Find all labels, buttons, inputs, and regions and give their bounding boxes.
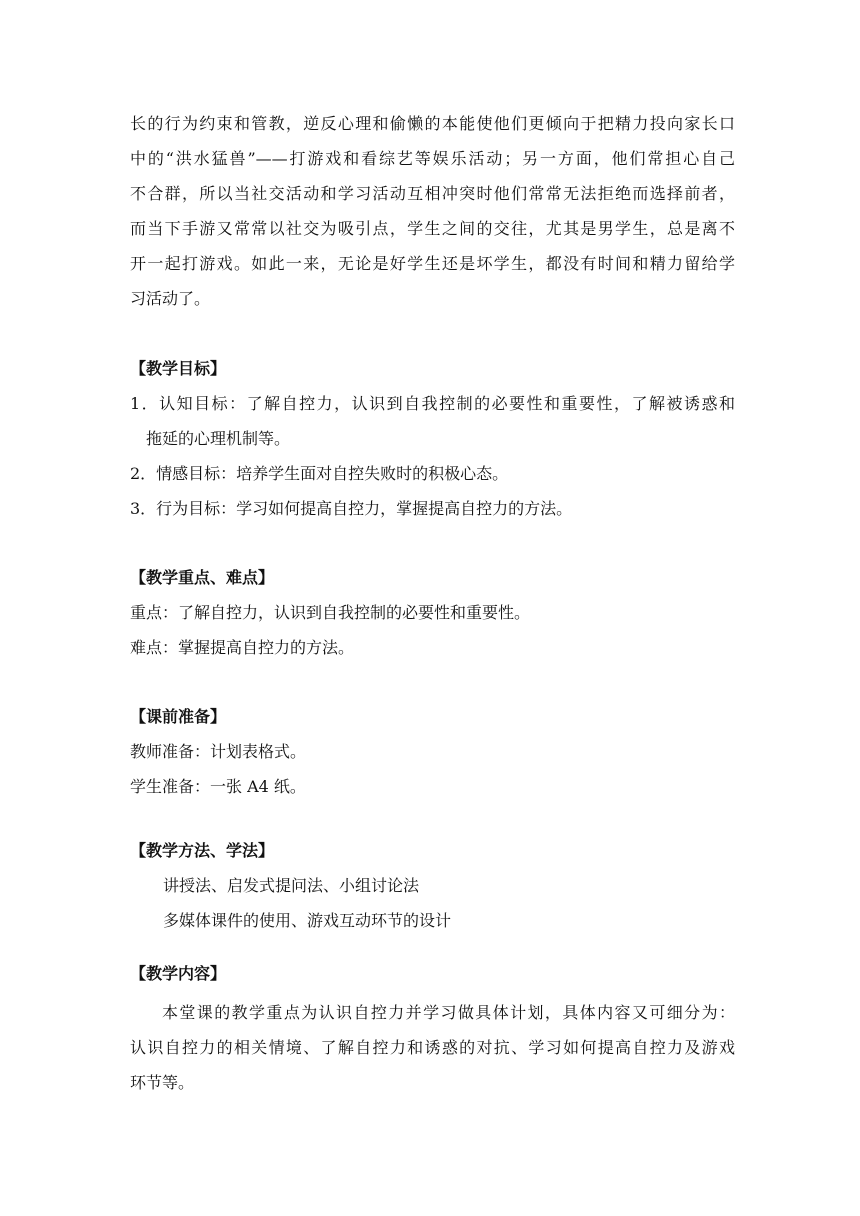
keypoints-heading: 【教学重点、难点】 — [130, 568, 275, 587]
keypoint-difficulty: 难点：掌握提高自控力的方法。 — [130, 638, 355, 657]
keypoint-focus: 重点：了解自控力，认识到自我控制的必要性和重要性。 — [130, 603, 531, 622]
methods-heading: 【教学方法、学法】 — [130, 841, 275, 860]
content-line-1: 本堂课的教学重点为认识自控力并学习做具体计划，具体内容又可细分为： — [162, 1003, 735, 1022]
methods-line-2: 多媒体课件的使用、游戏互动环节的设计 — [163, 911, 452, 930]
intro-line-3: 不合群，所以当社交活动和学习活动互相冲突时他们常常无法拒绝而选择前者， — [130, 184, 735, 203]
prep-teacher: 教师准备：计划表格式。 — [130, 742, 307, 761]
goal-item-1: 1．认知目标：了解自控力，认识到自我控制的必要性和重要性，了解被诱惑和 — [130, 394, 735, 413]
content-line-2: 认识自控力的相关情境、了解自控力和诱惑的对抗、学习如何提高自控力及游戏 — [130, 1038, 735, 1057]
goals-heading: 【教学目标】 — [130, 359, 227, 378]
prep-heading: 【课前准备】 — [130, 707, 227, 726]
goal-item-3: 3．行为目标：学习如何提高自控力，掌握提高自控力的方法。 — [130, 499, 573, 518]
intro-line-1: 长的行为约束和管教，逆反心理和偷懒的本能使他们更倾向于把精力投向家长口 — [130, 114, 735, 133]
intro-line-2: 中的“洪水猛兽”——打游戏和看综艺等娱乐活动；另一方面，他们常担心自己 — [130, 149, 735, 168]
intro-line-4: 而当下手游又常常以社交为吸引点，学生之间的交往，尤其是男学生，总是离不 — [130, 219, 735, 238]
prep-student: 学生准备：一张 A4 纸。 — [130, 777, 306, 796]
goal-item-2: 2．情感目标：培养学生面对自控失败时的积极心态。 — [130, 464, 509, 483]
intro-line-6: 习活动了。 — [130, 289, 211, 308]
content-line-3: 环节等。 — [130, 1073, 195, 1092]
methods-line-1: 讲授法、启发式提问法、小组讨论法 — [163, 876, 420, 895]
intro-line-5: 开一起打游戏。如此一来，无论是好学生还是坏学生，都没有时间和精力留给学 — [130, 254, 735, 273]
goal-item-1-cont: 拖延的心理机制等。 — [146, 429, 291, 448]
content-heading: 【教学内容】 — [130, 964, 227, 983]
